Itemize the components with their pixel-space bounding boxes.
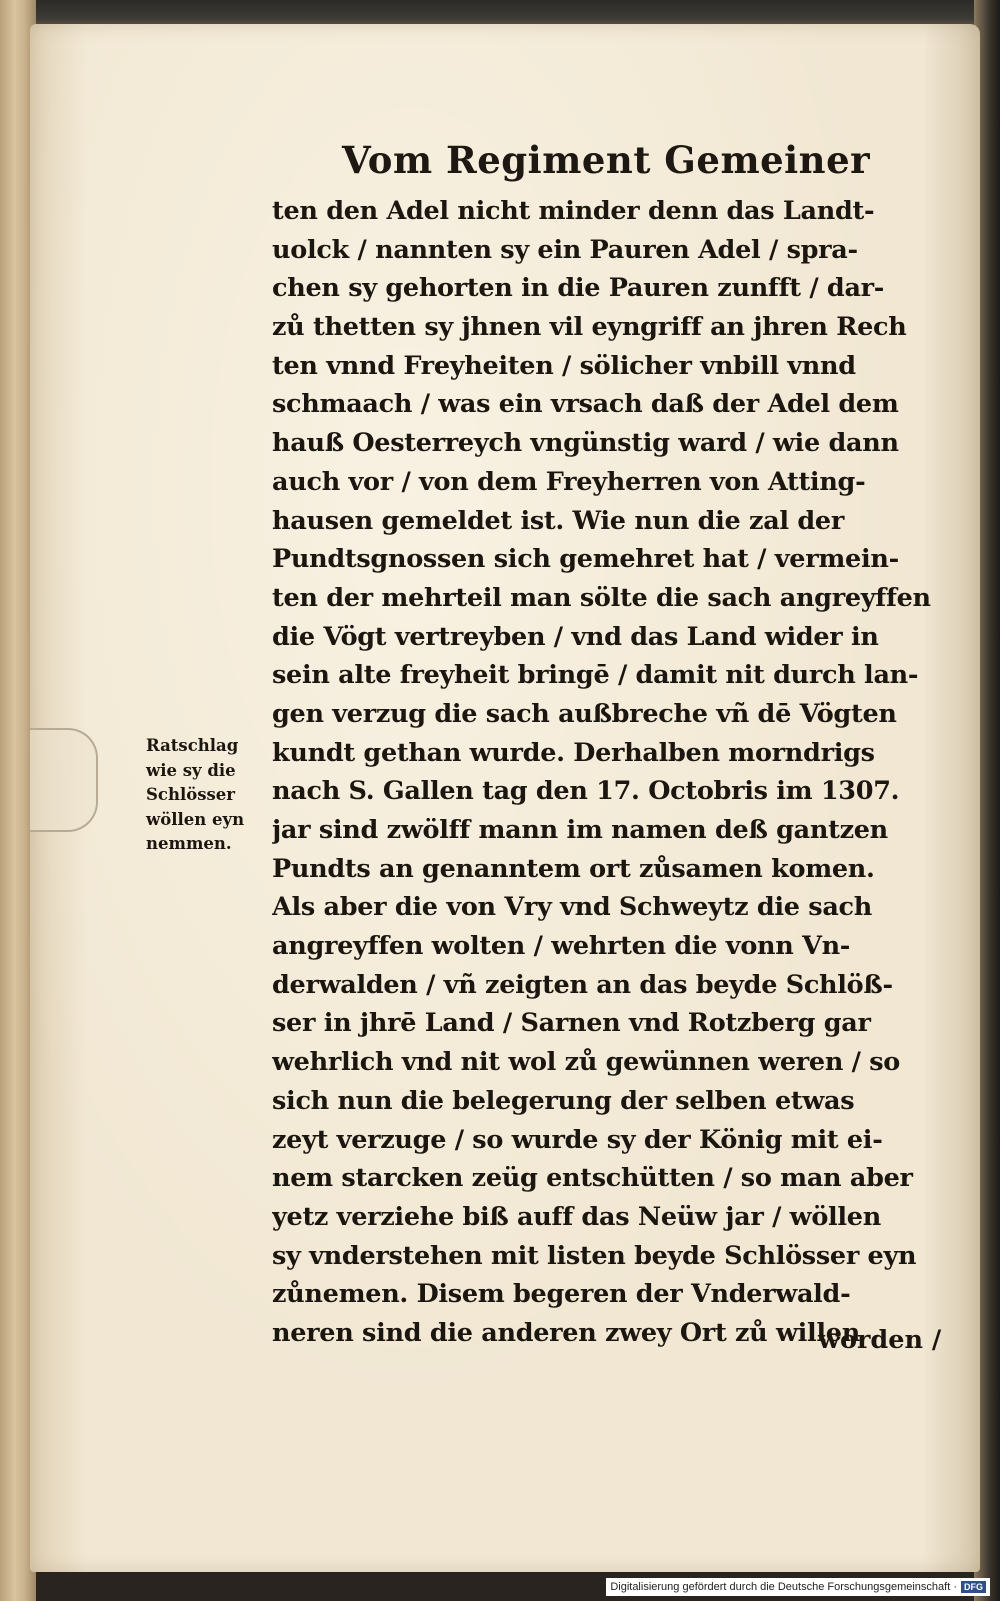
text-line: die Vögt vertreyben / vnd das Land wider in (272, 621, 879, 652)
digitization-credit (606, 1578, 990, 1596)
marginal-note-line: wie sy die (146, 760, 236, 780)
text-line: kundt gethan wurde. Derhalben morndrigs (272, 737, 875, 768)
marginal-note-line: Ratschlag (146, 736, 239, 755)
text-line: sy vnderstehen mit listen beyde Schlösser eyn (272, 1240, 917, 1271)
text-line: uolck / nannten sy ein Pauren Adel / spra- (272, 234, 858, 265)
text-line: zeyt verzuge / so wurde sy der König mit ei- (272, 1124, 883, 1155)
text-line: yetz verziehe biß auff das Neüw jar / wöllen (272, 1201, 881, 1232)
text-line: gen verzug die sach außbreche vñ dē Vögten (272, 698, 897, 729)
text-line: wehrlich vnd nit wol zů gewünnen weren / so (272, 1047, 901, 1078)
body-text (272, 192, 948, 1353)
text-line: nach S. Gallen tag den 17. Octobris im 1307. (272, 776, 900, 807)
text-line: sein alte freyheit bringē / damit nit durch lan- (272, 660, 919, 691)
catchword: worden / (818, 1325, 942, 1355)
text-line: Pundtsgnossen sich gemehret hat / vermein- (272, 544, 899, 575)
text-line: jar sind zwölff mann im namen deß gantzen (272, 815, 888, 845)
text-line: chen sy gehorten in die Pauren zunfft / dar- (272, 273, 885, 304)
page-clasp-mark (30, 728, 98, 832)
marginal-note-line: nemmen. (146, 834, 232, 853)
text-line: ten den Adel nicht minder denn das Landt- (272, 196, 875, 226)
text-line: ser in jhrē Land / Sarnen vnd Rotzberg gar (272, 1008, 871, 1039)
text-line: ten der mehrteil man sölte die sach angreyffen (272, 582, 931, 613)
running-head: Vom Regiment Gemeiner (342, 138, 871, 182)
text-line: angreyffen wolten / wehrten die vonn Vn- (272, 931, 851, 962)
text-line: Als aber die von Vry vnd Schweytz die sach (272, 892, 873, 923)
text-line: auch vor / von dem Freyherren von Atting- (272, 466, 866, 497)
marginal-note-line: wöllen eyn (146, 809, 245, 829)
text-line: hausen gemeldet ist. Wie nun die zal der (272, 505, 844, 536)
text-line: zů thetten sy jhnen vil eyngriff an jhren Rech (272, 312, 907, 343)
text-line: neren sind die anderen zwey Ort zů willen (272, 1317, 860, 1348)
marginal-note-line: Schlösser (146, 785, 236, 804)
marginal-note (146, 734, 274, 857)
text-line: sich nun die belegerung der selben etwas (272, 1085, 855, 1116)
text-line: zůnemen. Disem begeren der Vnderwald- (272, 1279, 851, 1310)
text-line: schmaach / was ein vrsach daß der Adel dem (272, 389, 899, 420)
text-line: Pundts an genanntem ort zůsamen komen. (272, 853, 875, 884)
text-line: derwalden / vñ zeigten an das beyde Schlöß- (272, 969, 893, 1000)
text-line: ten vnnd Freyheiten / sölicher vnbill vnnd (272, 350, 856, 381)
credit-text: Digitalisierung gefördert durch die Deutsche Forschungsgemeinschaft · (610, 1581, 957, 1593)
text-line: nem starcken zeüg entschütten / so man aber (272, 1163, 913, 1194)
text-line: hauß Oesterreych vngünstig ward / wie dann (272, 428, 899, 459)
dfg-logo: DFG (961, 1581, 986, 1593)
